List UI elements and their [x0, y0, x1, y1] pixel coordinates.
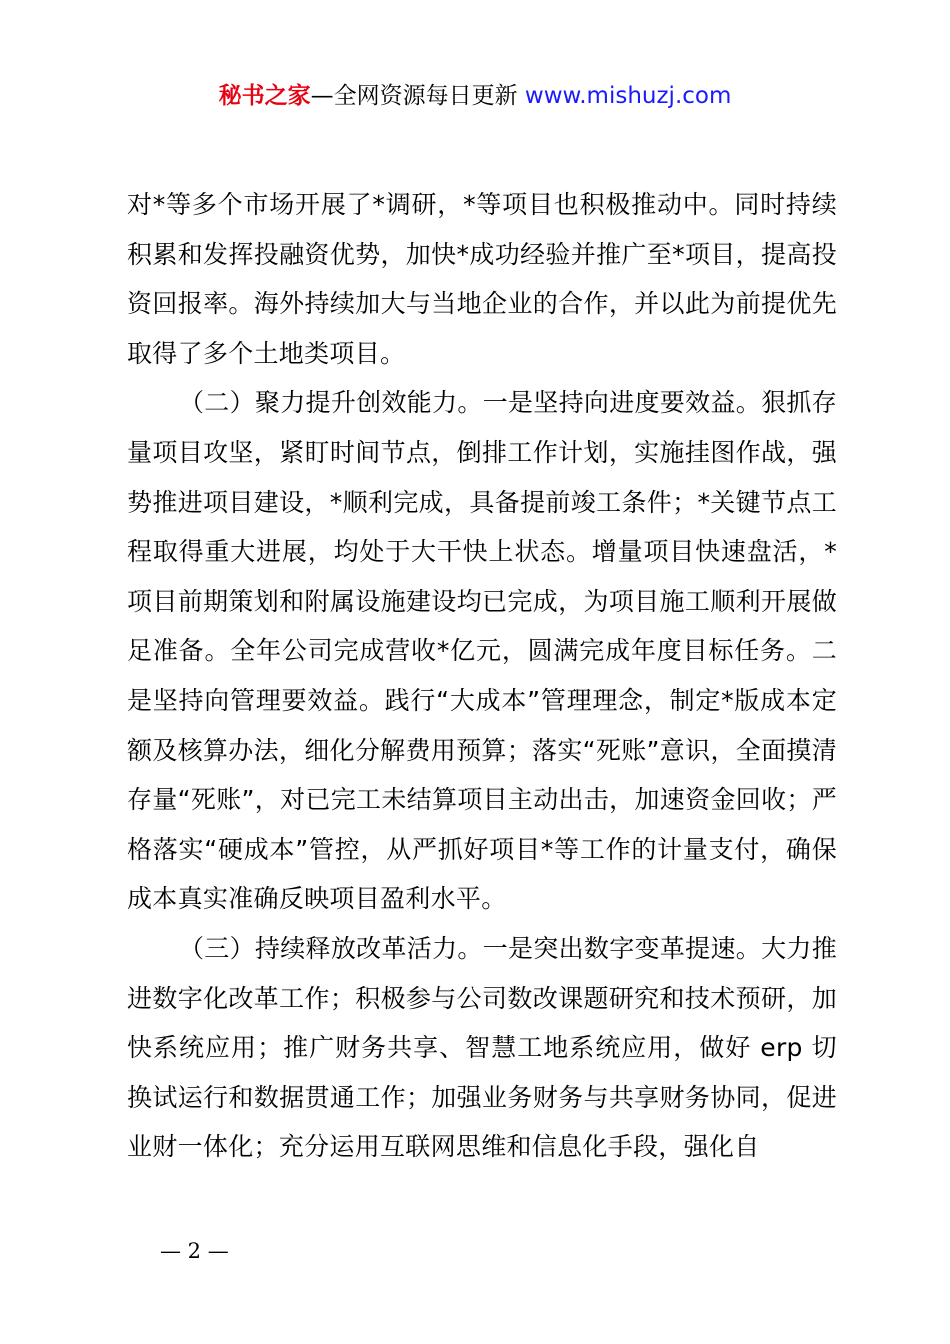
paragraph-section-2: （二）聚力提升创效能力。一是坚持向进度要效益。狠抓存量项目攻坚，紧盯时间节点，倒排工作计划，实施挂图作战，强势推进项目建设，*顺利完成，具备提前竣工条件；*关键节点工程取得重大进展，均处于大干快上状态。增量项目快速盘活，*项目前期策划和附属设施建设均已完成，为项目施工顺利开展做足准备。全年公司完成营收*亿元，圆满完成年度目标任务。二是坚持向管理要效益。践行“大成本”管理理念，制定*版成本定额及核算办法，细化分解费用预算；落实“死账”意识，全面摸清存量“死账”，对已完工未结算项目主动出击，加速资金回收；严格落实“硬成本”管控，从严抓好项目*等工作的计量支付，确保成本真实准确反映项目盈利水平。 [127, 388, 837, 914]
document-body [127, 180, 837, 1172]
site-slogan: —全网资源每日更新 [310, 83, 525, 109]
page-header [0, 80, 950, 112]
site-brand: 秘书之家 [218, 83, 311, 109]
paragraph-section-3: （三）持续释放改革活力。一是突出数字变革提速。大力推进数字化改革工作；积极参与公司数改课题研究和技术预研，加快系统应用；推广财务共享、智慧工地系统应用，做好 erp 切换试运行和数据贯通工作；加强业务财务与共享财务协同，促进业财一体化；充分运用互联网思维和信息化手段，强化自 [127, 933, 837, 1162]
page-number: — 2 — [160, 1239, 229, 1263]
site-url-link[interactable]: www.mishuzj.com [524, 83, 732, 109]
paragraph-continued: 对*等多个市场开展了*调研，*等项目也积极推动中。同时持续积累和发挥投融资优势，加快*成功经验并推广至*项目，提高投资回报率。海外持续加大与当地企业的合作，并以此为前提优先取得了多个土地类项目。 [127, 190, 837, 368]
